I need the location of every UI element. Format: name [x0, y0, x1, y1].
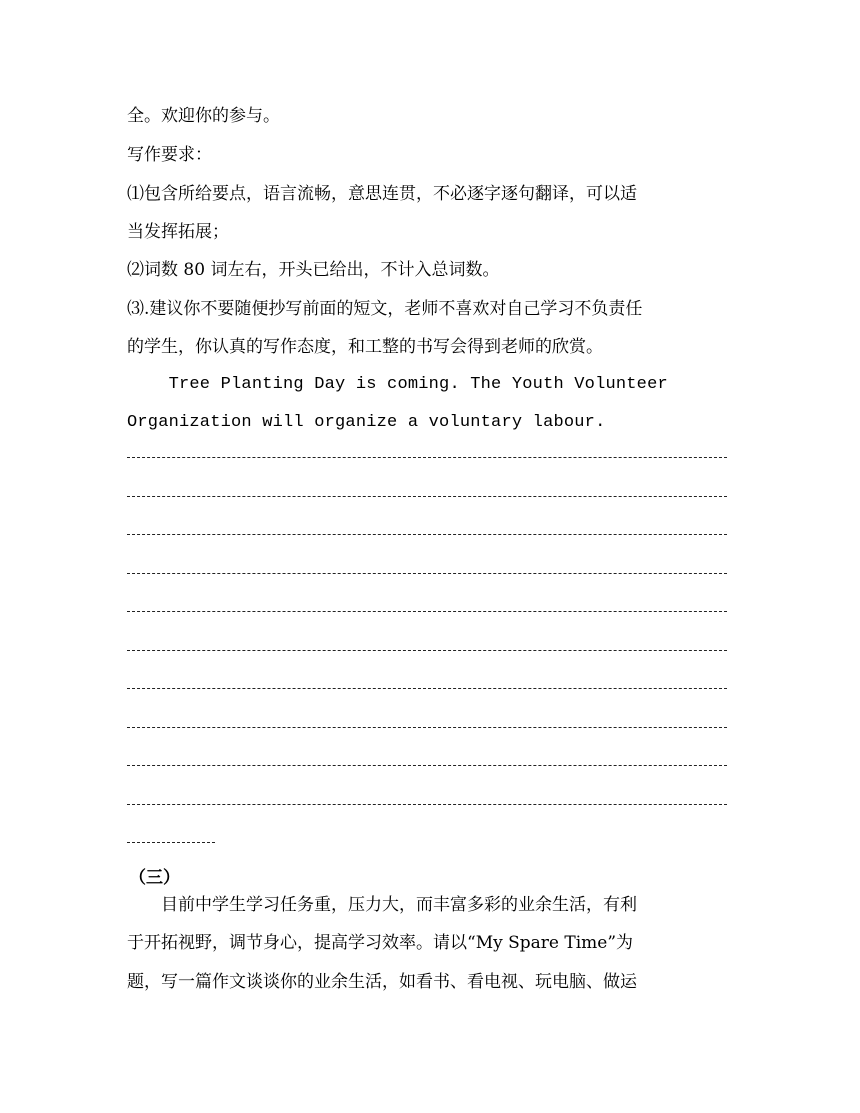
answer-line-end [127, 842, 215, 843]
essay-opening-line-1: Tree Planting Day is coming. The Youth Volunteer [127, 375, 668, 394]
answer-line [127, 688, 727, 689]
requirement-1: ⑴包含所给要点，语言流畅，意思连贯，不必逐字逐句翻译，可以适 [127, 184, 637, 204]
section-3-prompt-line-3: 题，写一篇作文谈谈你的业余生活，如看书、看电视、玩电脑、做运 [127, 972, 637, 992]
section-3-prompt-line-2: 于开拓视野，调节身心，提高学习效率。请以“My Spare Time”为 [127, 933, 634, 953]
requirement-2: ⑵词数 80 词左右，开头已给出，不计入总词数。 [127, 260, 500, 280]
text-line-1: 全。欢迎你的参与。 [127, 106, 280, 126]
answer-line [127, 804, 727, 805]
answer-line [127, 496, 727, 497]
answer-line [127, 457, 727, 458]
answer-line [127, 727, 727, 728]
requirement-3-continued: 的学生，你认真的写作态度，和工整的书写会得到老师的欣赏。 [127, 337, 603, 357]
requirement-1-continued: 当发挥拓展； [127, 222, 229, 242]
writing-requirements-heading: 写作要求： [127, 145, 212, 165]
answer-line [127, 765, 727, 766]
section-3-heading: （三） [129, 868, 180, 888]
answer-line [127, 611, 727, 612]
section-3-prompt-line-1: 目前中学生学习任务重，压力大，而丰富多彩的业余生活，有利 [161, 895, 637, 915]
answer-line [127, 650, 727, 651]
essay-opening-line-2: Organization will organize a voluntary labour. [127, 413, 606, 432]
requirement-3: ⑶.建议你不要随便抄写前面的短文，老师不喜欢对自己学习不负责任 [127, 299, 643, 319]
answer-line [127, 573, 727, 574]
answer-line [127, 534, 727, 535]
